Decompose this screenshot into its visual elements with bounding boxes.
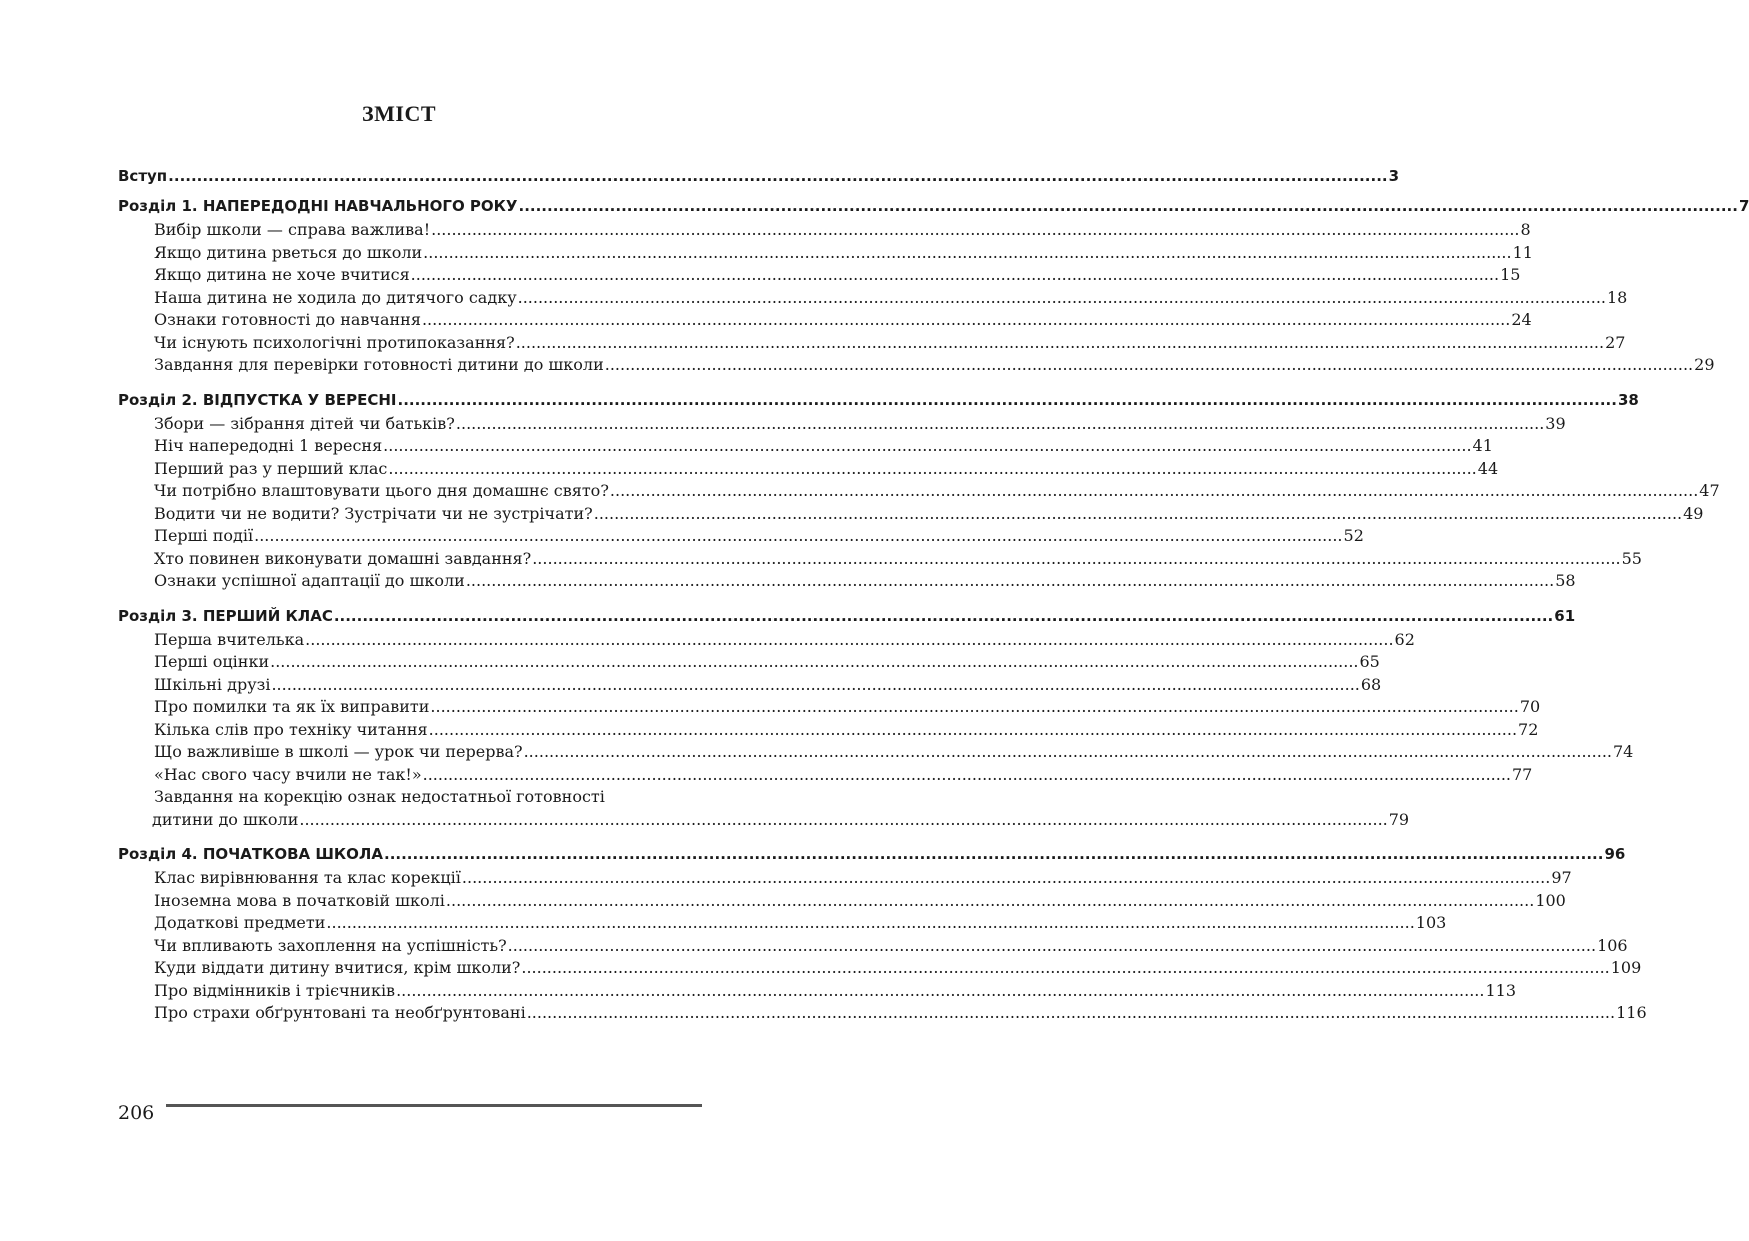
toc-item-page: 97	[1551, 868, 1572, 887]
dot-leader	[446, 890, 1534, 913]
toc-section-4	[118, 841, 1626, 867]
toc-item	[118, 1002, 1647, 1025]
toc-item-page: 27	[1605, 332, 1626, 352]
toc-item	[118, 413, 1566, 436]
toc-item-page: 72	[1518, 719, 1539, 739]
toc-section-3	[118, 603, 1576, 629]
table-of-contents	[118, 163, 1749, 1025]
toc-section-page: 61	[1554, 606, 1576, 625]
toc-item-label: Про відмінників і трієчників	[154, 980, 396, 1000]
toc-item-page: 47	[1699, 481, 1720, 500]
toc-item-label: Чи існують психологічні протипоказання?	[154, 332, 515, 352]
page-title: ЗМІСТ	[362, 101, 436, 126]
toc-item-label: Клас вирівнювання та клас корекції	[154, 868, 461, 887]
toc-item-page: 58	[1555, 571, 1576, 590]
dot-leader	[270, 651, 1358, 674]
page-footer	[118, 1100, 702, 1130]
toc-item-label: Іноземна мова в початковій школі	[154, 890, 445, 910]
toc-item	[118, 332, 1626, 355]
toc-item-label: Що важливіше в школі — урок чи перерва?	[154, 742, 523, 761]
toc-item-page: 68	[1360, 674, 1382, 694]
dot-leader	[429, 719, 1517, 742]
toc-item-page: 8	[1520, 220, 1531, 239]
toc-item-page: 44	[1477, 458, 1499, 478]
toc-item-label: Перші події	[154, 526, 254, 545]
toc-item-label: Куди віддати дитину вчитися, крім школи?	[154, 958, 521, 977]
toc-entry-label: Вступ	[118, 167, 168, 185]
toc-item	[118, 935, 1628, 958]
dot-leader	[456, 413, 1544, 436]
toc-section-2	[118, 387, 1639, 413]
toc-item-page: 106	[1597, 935, 1628, 955]
dot-leader	[431, 219, 1519, 242]
toc-item	[118, 957, 1642, 980]
toc-item	[118, 912, 1447, 935]
toc-item	[118, 629, 1415, 652]
toc-item-page: 109	[1610, 958, 1642, 977]
dot-leader	[326, 912, 1414, 935]
toc-item-label: Ознаки готовності до навчання	[154, 310, 421, 329]
toc-item-label: Про помилки та як їх виправити	[154, 697, 430, 716]
toc-item-label: Кілька слів про техніку читання	[154, 719, 428, 739]
toc-item-label: Про страхи обґрунтовані та необґрунтовані	[154, 1003, 526, 1022]
toc-item-label: Шкільні друзі	[154, 674, 271, 694]
toc-item	[118, 525, 1364, 548]
toc-entry-intro	[118, 163, 1400, 189]
toc-item-page: 11	[1512, 242, 1533, 262]
toc-section-label: Розділ 1. НАПЕРЕДОДНІ НАВЧАЛЬНОГО РОКУ	[118, 197, 518, 215]
dot-leader	[508, 935, 1596, 958]
dot-leader	[423, 242, 1511, 265]
toc-item-page: 103	[1415, 913, 1447, 932]
dot-leader	[532, 548, 1620, 571]
toc-item	[118, 480, 1720, 503]
dot-leader	[254, 525, 1342, 548]
toc-item-label: Якщо дитина рветься до школи	[154, 242, 423, 262]
dot-leader	[524, 741, 1612, 764]
dot-leader	[299, 809, 1387, 832]
dot-leader	[334, 603, 1553, 629]
dot-leader	[594, 503, 1682, 526]
toc-item-page: 116	[1616, 1003, 1647, 1022]
toc-item-page: 49	[1683, 503, 1704, 523]
dot-leader	[305, 629, 1393, 652]
toc-item-label: Ніч напередодні 1 вересня	[154, 436, 383, 455]
toc-item	[118, 651, 1380, 674]
toc-item-page: 39	[1545, 413, 1566, 433]
toc-item	[118, 867, 1572, 890]
toc-item-label-line1: Завдання на корекцію ознак недостатньої готовності	[154, 787, 605, 806]
dot-leader	[384, 841, 1603, 867]
dot-leader	[610, 480, 1698, 503]
toc-item-page: 62	[1394, 629, 1415, 649]
dot-leader	[271, 674, 1359, 697]
toc-section-1	[118, 193, 1749, 219]
dot-leader	[518, 287, 1606, 310]
toc-item	[118, 287, 1628, 310]
dot-leader	[466, 570, 1554, 593]
toc-item	[118, 548, 1642, 571]
toc-section-page: 38	[1617, 390, 1639, 409]
toc-item-page: 18	[1607, 287, 1628, 307]
toc-item-label: «Нас свого часу вчили не так!»	[154, 764, 422, 784]
dot-leader	[462, 867, 1550, 890]
toc-item	[118, 890, 1566, 913]
toc-item-page: 70	[1519, 697, 1541, 716]
toc-item-label: Додаткові предмети	[154, 913, 326, 932]
dot-leader	[423, 764, 1511, 787]
toc-item-label: Якщо дитина не хоче вчитися	[154, 265, 410, 284]
dot-leader	[521, 957, 1609, 980]
toc-item	[118, 980, 1516, 1003]
toc-item	[118, 242, 1533, 265]
dot-leader	[411, 264, 1499, 287]
dot-leader	[396, 980, 1484, 1003]
dot-leader	[388, 458, 1476, 481]
toc-item-page: 52	[1343, 526, 1364, 545]
dot-leader	[168, 163, 1387, 189]
toc-item-label: Чи потрібно влаштовувати цього дня домашнє свято?	[154, 481, 609, 500]
toc-item	[118, 741, 1634, 764]
toc-item-page: 55	[1621, 548, 1642, 568]
dot-leader	[519, 193, 1738, 219]
toc-item-wrapped	[118, 786, 1410, 831]
footer-rule	[166, 1104, 702, 1107]
toc-section-label: Розділ 2. ВІДПУСТКА У ВЕРЕСНІ	[118, 390, 397, 409]
toc-item	[118, 458, 1499, 481]
toc-item-page: 41	[1472, 436, 1493, 455]
toc-item-label: Чи впливають захоплення на успішність?	[154, 935, 507, 955]
toc-item-page: 74	[1612, 742, 1634, 761]
toc-item-label: Перший раз у перший клас	[154, 458, 388, 478]
dot-leader	[383, 435, 1471, 458]
toc-item-label: Вибір школи — справа важлива!	[154, 220, 431, 239]
toc-item	[118, 309, 1532, 332]
toc-item-label: Хто повинен виконувати домашні завдання?	[154, 548, 532, 568]
dot-leader	[527, 1002, 1615, 1025]
toc-entry-page: 3	[1388, 167, 1400, 185]
toc-item-page: 65	[1359, 652, 1380, 671]
toc-item	[118, 503, 1704, 526]
toc-item	[118, 264, 1521, 287]
toc-item	[118, 719, 1539, 742]
toc-item-label: Перша вчителька	[154, 629, 305, 649]
toc-item-label: Перші оцінки	[154, 652, 270, 671]
toc-item-label: Збори — зібрання дітей чи батьків?	[154, 413, 455, 433]
toc-item-page: 113	[1485, 980, 1516, 1000]
toc-item	[118, 764, 1533, 787]
toc-item-page: 77	[1512, 764, 1533, 784]
toc-item-label: Наша дитина не ходила до дитячого садку	[154, 287, 517, 307]
toc-item	[118, 219, 1531, 242]
toc-item-page: 79	[1388, 809, 1410, 829]
toc-item-page: 24	[1511, 310, 1532, 329]
dot-leader	[430, 696, 1518, 719]
dot-leader	[398, 387, 1617, 413]
toc-section-page: 7	[1738, 197, 1749, 215]
toc-item-label: Завдання для перевірки готовності дитини до школи	[154, 355, 604, 374]
dot-leader	[516, 332, 1604, 355]
toc-item	[118, 435, 1493, 458]
toc-item	[118, 570, 1576, 593]
toc-item	[118, 696, 1541, 719]
toc-section-label: Розділ 3. ПЕРШИЙ КЛАС	[118, 606, 333, 625]
toc-item-label: Ознаки успішної адаптації до школи	[154, 571, 465, 590]
toc-item-label: Водити чи не водити? Зустрічати чи не зустрічати?	[154, 503, 593, 523]
toc-section-label: Розділ 4. ПОЧАТКОВА ШКОЛА	[118, 845, 383, 863]
toc-item-label-line2: дитини до школи	[152, 809, 299, 829]
toc-item-page: 29	[1694, 355, 1715, 374]
toc-item-page: 15	[1500, 265, 1521, 284]
toc-item	[118, 674, 1382, 697]
toc-section-page: 96	[1604, 845, 1626, 863]
toc-item-page: 100	[1535, 890, 1566, 910]
dot-leader	[422, 309, 1510, 332]
toc-item	[118, 354, 1715, 377]
page-number: 206	[118, 1102, 155, 1124]
dot-leader	[605, 354, 1693, 377]
